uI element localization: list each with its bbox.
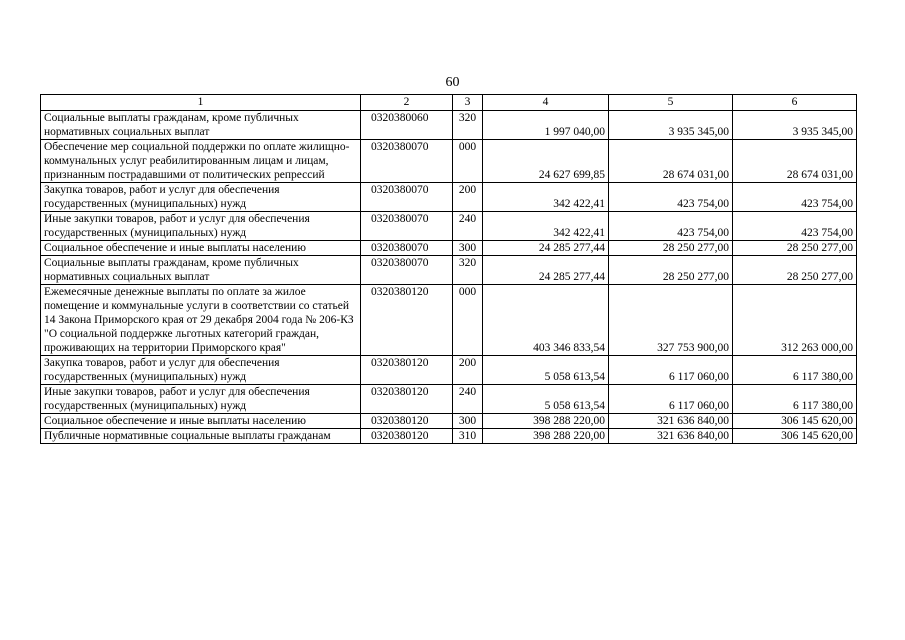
row-type: 320 (453, 111, 483, 140)
row-value-6: 6 117 380,00 (733, 385, 857, 414)
row-value-5: 3 935 345,00 (609, 111, 733, 140)
row-name: Социальное обеспечение и иные выплаты населению (41, 241, 361, 256)
row-value-6: 6 117 380,00 (733, 356, 857, 385)
row-value-6: 28 250 277,00 (733, 256, 857, 285)
row-code: 0320380070 (361, 241, 453, 256)
row-value-6: 423 754,00 (733, 183, 857, 212)
row-code: 0320380120 (361, 285, 453, 356)
table-row (41, 385, 857, 414)
row-value-5: 6 117 060,00 (609, 385, 733, 414)
row-code: 0320380070 (361, 140, 453, 183)
row-value-6: 423 754,00 (733, 212, 857, 241)
row-type: 300 (453, 414, 483, 429)
row-name: Иные закупки товаров, работ и услуг для обеспечения государственных (муниципальных) нужд (41, 212, 361, 241)
row-name: Закупка товаров, работ и услуг для обеспечения государственных (муниципальных) нужд (41, 183, 361, 212)
row-value-6: 28 250 277,00 (733, 241, 857, 256)
row-value-4: 403 346 833,54 (483, 285, 609, 356)
row-value-4: 24 627 699,85 (483, 140, 609, 183)
row-value-4: 398 288 220,00 (483, 414, 609, 429)
row-type: 240 (453, 212, 483, 241)
column-header: 2 (361, 95, 453, 111)
row-value-4: 5 058 613,54 (483, 385, 609, 414)
row-name: Иные закупки товаров, работ и услуг для обеспечения государственных (муниципальных) нужд (41, 385, 361, 414)
row-type: 310 (453, 429, 483, 444)
row-value-5: 327 753 900,00 (609, 285, 733, 356)
table-row (41, 414, 857, 429)
row-value-6: 3 935 345,00 (733, 111, 857, 140)
row-value-4: 1 997 040,00 (483, 111, 609, 140)
budget-table (40, 94, 857, 444)
row-name: Ежемесячные денежные выплаты по оплате за жилое помещение и коммунальные услуги в соответствии со статьей 14 Закона Приморского края от 29 декабря 2004 года № 206-КЗ "О социальной поддержке льготных категорий граждан, проживающих на территории Приморского края" (41, 285, 361, 356)
row-code: 0320380120 (361, 429, 453, 444)
row-type: 320 (453, 256, 483, 285)
row-value-4: 342 422,41 (483, 183, 609, 212)
row-name: Социальные выплаты гражданам, кроме публичных нормативных социальных выплат (41, 256, 361, 285)
page-number: 60 (445, 75, 460, 90)
row-value-5: 423 754,00 (609, 212, 733, 241)
row-name: Закупка товаров, работ и услуг для обеспечения государственных (муниципальных) нужд (41, 356, 361, 385)
row-type: 000 (453, 285, 483, 356)
row-type: 000 (453, 140, 483, 183)
row-value-5: 28 250 277,00 (609, 241, 733, 256)
row-value-4: 398 288 220,00 (483, 429, 609, 444)
table-row (41, 285, 857, 356)
row-name: Социальное обеспечение и иные выплаты населению (41, 414, 361, 429)
table-row (41, 256, 857, 285)
row-type: 200 (453, 183, 483, 212)
table-row (41, 183, 857, 212)
row-name: Социальные выплаты гражданам, кроме публичных нормативных социальных выплат (41, 111, 361, 140)
row-value-6: 306 145 620,00 (733, 414, 857, 429)
row-value-5: 28 674 031,00 (609, 140, 733, 183)
row-value-6: 28 674 031,00 (733, 140, 857, 183)
column-header: 1 (41, 95, 361, 111)
table-header-row (41, 95, 857, 111)
row-type: 300 (453, 241, 483, 256)
row-code: 0320380060 (361, 111, 453, 140)
row-value-5: 6 117 060,00 (609, 356, 733, 385)
row-code: 0320380120 (361, 414, 453, 429)
row-value-5: 321 636 840,00 (609, 414, 733, 429)
column-header: 5 (609, 95, 733, 111)
row-type: 240 (453, 385, 483, 414)
row-type: 200 (453, 356, 483, 385)
row-value-5: 28 250 277,00 (609, 256, 733, 285)
column-header: 4 (483, 95, 609, 111)
table-row (41, 241, 857, 256)
row-name: Публичные нормативные социальные выплаты гражданам (41, 429, 361, 444)
row-value-5: 321 636 840,00 (609, 429, 733, 444)
row-code: 0320380070 (361, 183, 453, 212)
row-value-4: 24 285 277,44 (483, 241, 609, 256)
row-value-4: 342 422,41 (483, 212, 609, 241)
column-header: 3 (453, 95, 483, 111)
row-code: 0320380070 (361, 212, 453, 241)
table-row (41, 356, 857, 385)
row-code: 0320380120 (361, 356, 453, 385)
table-row (41, 140, 857, 183)
table-row (41, 212, 857, 241)
column-header: 6 (733, 95, 857, 111)
row-name: Обеспечение мер социальной поддержки по оплате жилищно-коммунальных услуг реабилитированным лицам и лицам, признанным пострадавшими от политических репрессий (41, 140, 361, 183)
row-value-6: 312 263 000,00 (733, 285, 857, 356)
row-value-6: 306 145 620,00 (733, 429, 857, 444)
row-value-4: 5 058 613,54 (483, 356, 609, 385)
table-row (41, 429, 857, 444)
row-value-5: 423 754,00 (609, 183, 733, 212)
row-value-4: 24 285 277,44 (483, 256, 609, 285)
table-row (41, 111, 857, 140)
row-code: 0320380070 (361, 256, 453, 285)
row-code: 0320380120 (361, 385, 453, 414)
